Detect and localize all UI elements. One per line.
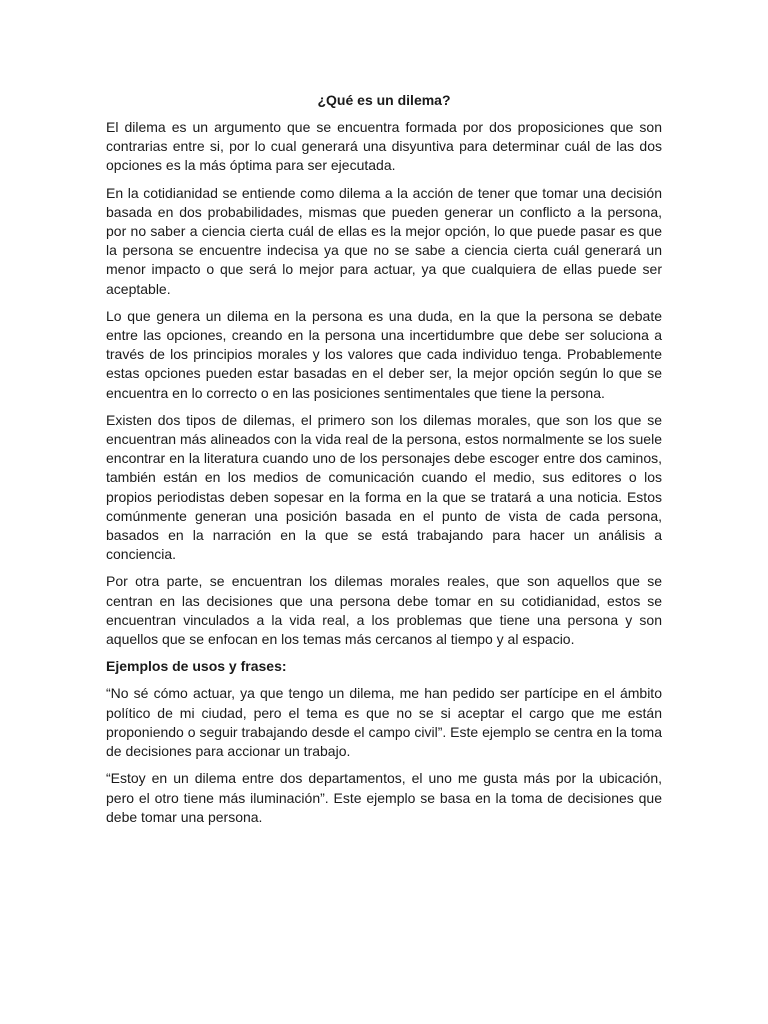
paragraph-types-of-dilemmas: Existen dos tipos de dilemas, el primero son los dilemas morales, que son los que se encuentran más alineados con la vida real de la persona, estos normalmente se los suele encontrar en la literatura cuando uno de los personajes debe escoger entre dos caminos, también están en los medios de comunicación cuando el medio, sus editores o los propios periodistas deben sopesar en la forma en la que se tratará a una noticia. Estos comúnmente generan una posición basada en el punto de vista de cada persona, basados en la narración en la que se está trabajando para hacer un análisis a conciencia.: [106, 411, 662, 563]
paragraph-cause-of-dilemma: Lo que genera un dilema en la persona es una duda, en la que la persona se debate entre las opciones, creando en la persona una incertidumbre que debe ser soluciona a través de los principios morales y los valores que cada individuo tenga. Probablemente estas opciones pueden estar basadas en el deber ser, la mejor opción según lo que se encuentra en lo correcto o en las posiciones sentimentales que tiene la persona.: [106, 307, 662, 401]
examples-subheading: Ejemplos de usos y frases:: [106, 658, 287, 675]
paragraph-example-2: “Estoy en un dilema entre dos departamentos, el uno me gusta más por la ubicación, pero el otro tiene más iluminación”. Este ejemplo se basa en la toma de decisiones que debe tomar una persona.: [106, 770, 662, 825]
paragraph-everyday-meaning: En la cotidianidad se entiende como dilema a la acción de tener que tomar una decisión basada en dos probabilidades, mismas que pueden generar un conflicto a la persona, por no saber a ciencia cierta cuál de ellas es la mejor opción, lo que puede pasar es que la persona se encuentre indecisa ya que no se sabe a ciencia cierta cuál generará un menor impacto o que será lo mejor para actuar, ya que cualquiera de ellas puede ser aceptable.: [106, 184, 662, 297]
paragraph-definition: El dilema es un argumento que se encuentra formada por dos proposiciones que son contrarias entre si, por lo cual generará una disyuntiva para determinar cuál de las dos opciones es la más óptima para ser ejecutada.: [106, 119, 662, 174]
paragraph-real-moral-dilemmas: Por otra parte, se encuentran los dilemas morales reales, que son aquellos que se centran en las decisiones que una persona debe tomar en su cotidianidad, estos se encuentran vinculados a la vida real, a los problemas que tiene una persona y son aquellos que se enfocan en los temas más cercanos al tiempo y al espacio.: [106, 573, 662, 648]
document-page: [106, 90, 662, 835]
document-title: ¿Qué es un dilema?: [317, 92, 451, 108]
paragraph-example-1: “No sé cómo actuar, ya que tengo un dilema, me han pedido ser partícipe en el ámbito político de mi ciudad, pero el tema es que no se si aceptar el cargo que me están proponiendo o seguir trabajando desde el campo civil”. Este ejemplo se centra en la toma de decisiones para accionar un trabajo.: [106, 685, 662, 760]
